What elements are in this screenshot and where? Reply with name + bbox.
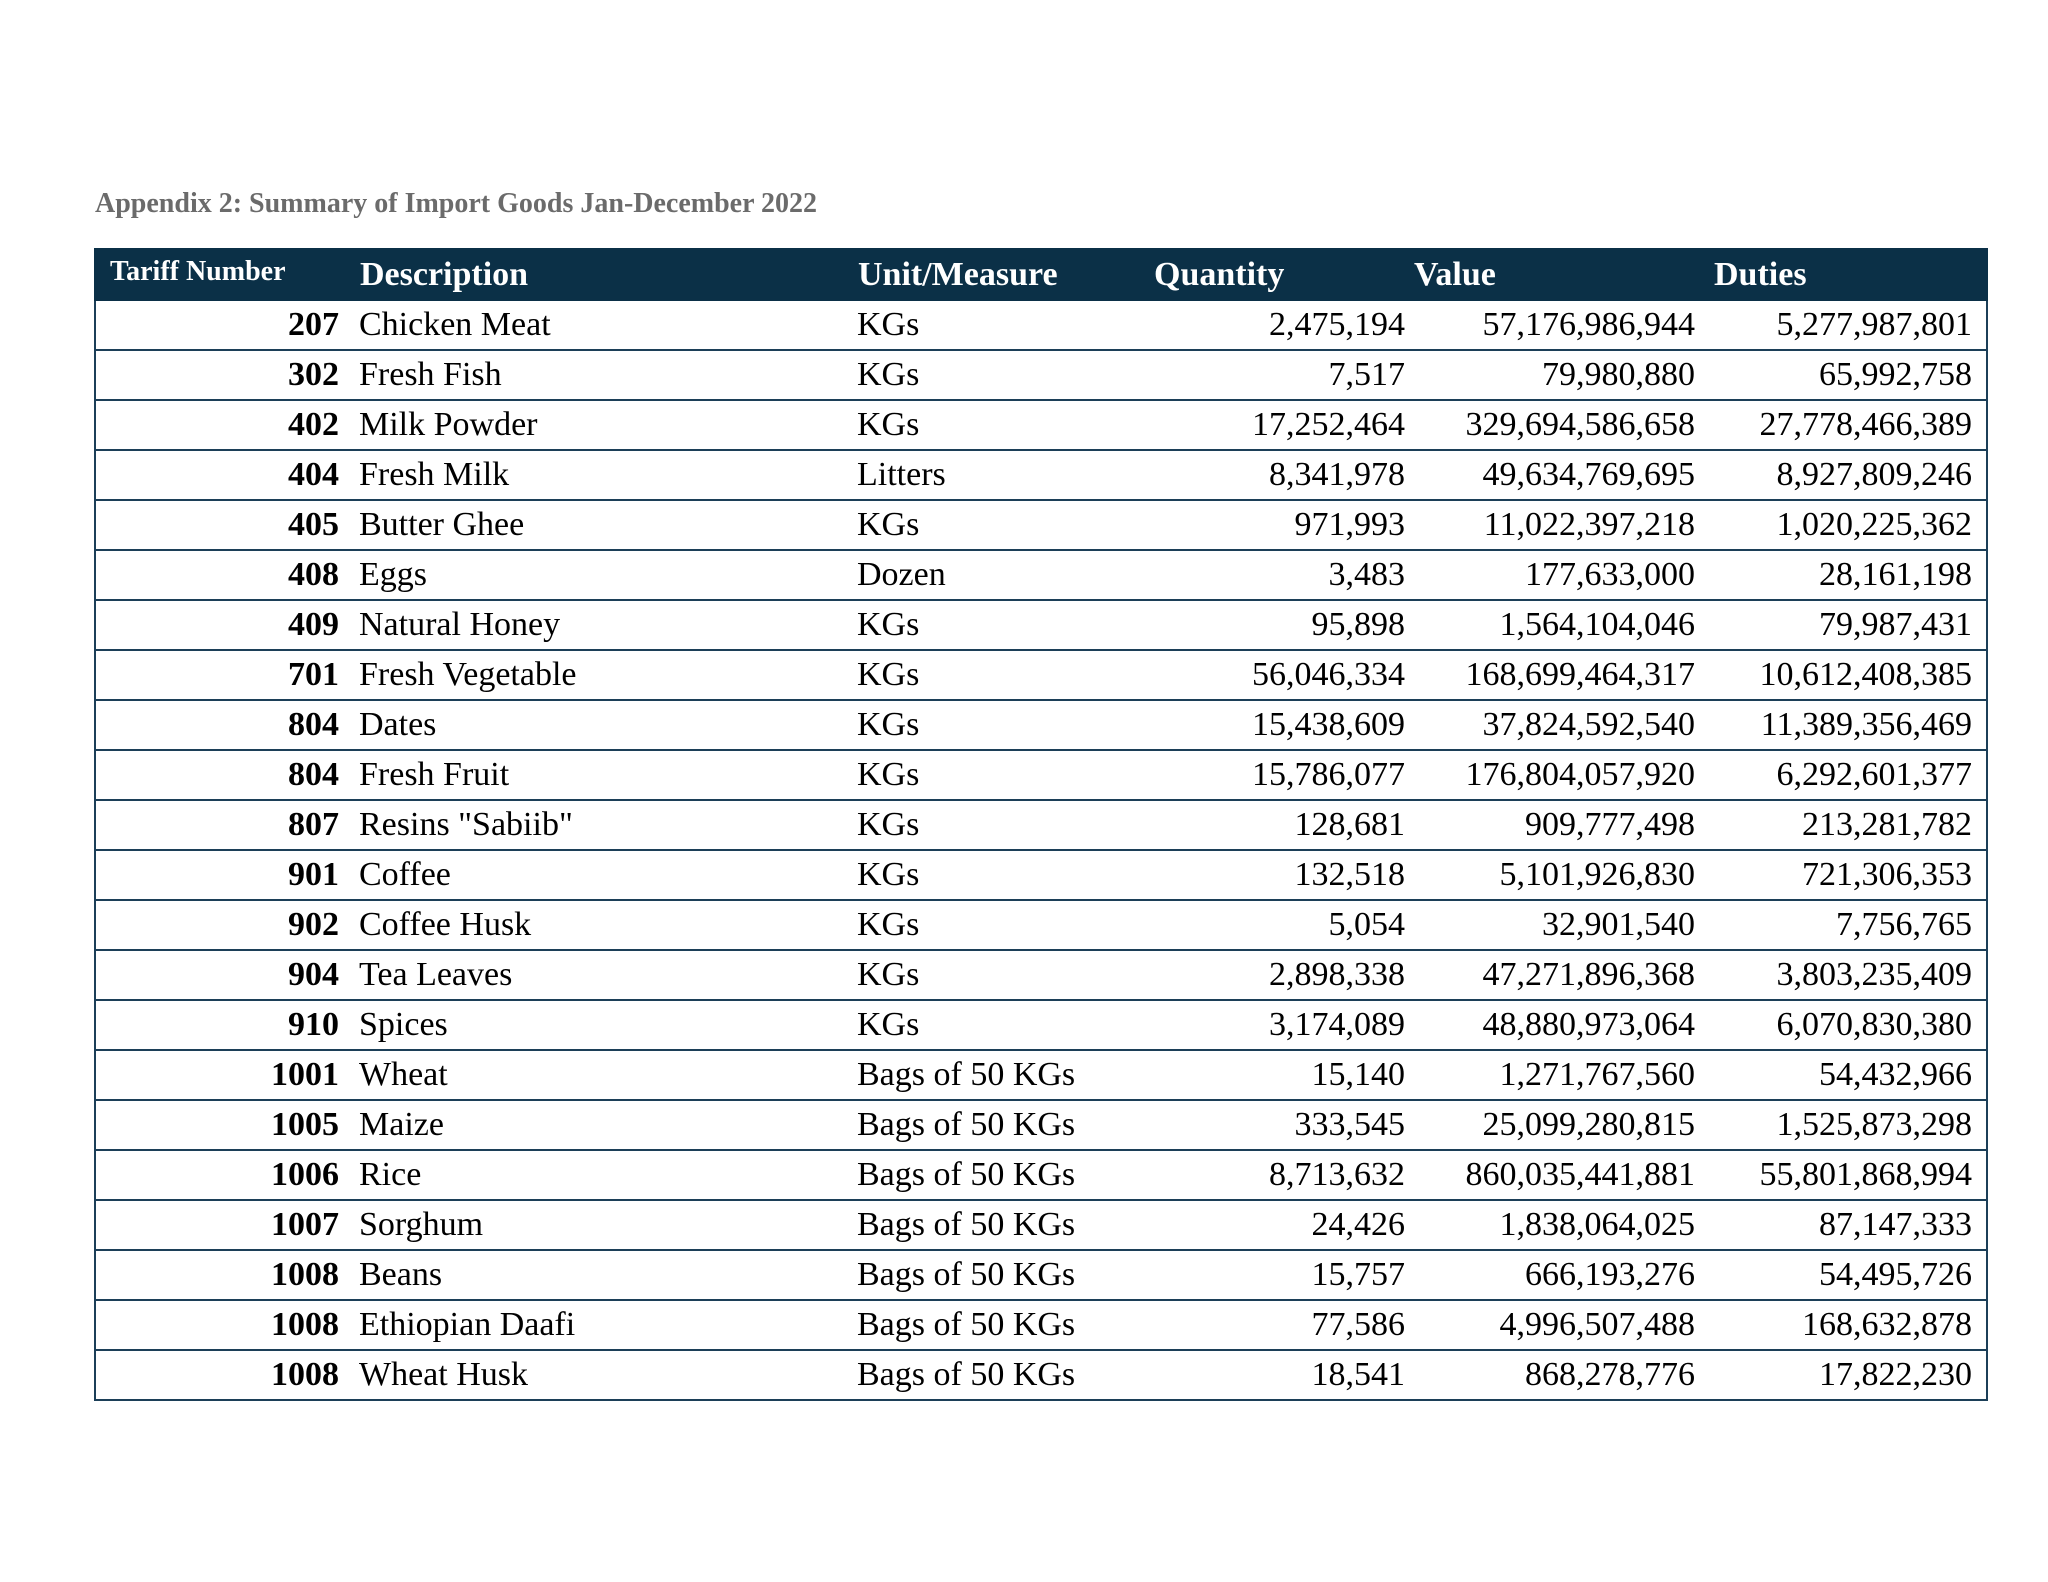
quantity-cell: 56,046,334 bbox=[1143, 650, 1405, 700]
value-cell: 79,980,880 bbox=[1405, 350, 1695, 400]
tariff-number-cell: 901 bbox=[95, 850, 349, 900]
quantity-cell: 8,713,632 bbox=[1143, 1150, 1405, 1200]
description-cell: Coffee Husk bbox=[349, 900, 847, 950]
table-body bbox=[95, 300, 1987, 1400]
unit-measure-cell: Bags of 50 KGs bbox=[847, 1350, 1143, 1400]
quantity-cell: 7,517 bbox=[1143, 350, 1405, 400]
quantity-cell: 95,898 bbox=[1143, 600, 1405, 650]
table-header bbox=[95, 249, 1987, 300]
header-tariff-number: Tariff Number bbox=[95, 249, 349, 300]
description-cell: Fresh Milk bbox=[349, 450, 847, 500]
tariff-number-cell: 804 bbox=[95, 700, 349, 750]
description-cell: Wheat bbox=[349, 1050, 847, 1100]
value-cell: 49,634,769,695 bbox=[1405, 450, 1695, 500]
value-cell: 32,901,540 bbox=[1405, 900, 1695, 950]
table-row bbox=[95, 400, 1987, 450]
tariff-number-cell: 807 bbox=[95, 800, 349, 850]
unit-measure-cell: KGs bbox=[847, 1000, 1143, 1050]
duties-cell: 1,020,225,362 bbox=[1695, 500, 1987, 550]
value-cell: 1,564,104,046 bbox=[1405, 600, 1695, 650]
header-description: Description bbox=[349, 249, 847, 300]
tariff-number-cell: 1008 bbox=[95, 1350, 349, 1400]
description-cell: Maize bbox=[349, 1100, 847, 1150]
unit-measure-cell: KGs bbox=[847, 650, 1143, 700]
description-cell: Beans bbox=[349, 1250, 847, 1300]
unit-measure-cell: Dozen bbox=[847, 550, 1143, 600]
description-cell: Chicken Meat bbox=[349, 300, 847, 350]
description-cell: Coffee bbox=[349, 850, 847, 900]
quantity-cell: 8,341,978 bbox=[1143, 450, 1405, 500]
header-row bbox=[95, 249, 1987, 300]
quantity-cell: 333,545 bbox=[1143, 1100, 1405, 1150]
appendix-caption: Appendix 2: Summary of Import Goods Jan-December 2022 bbox=[95, 188, 818, 219]
table-row bbox=[95, 950, 1987, 1000]
table-row bbox=[95, 700, 1987, 750]
duties-cell: 6,070,830,380 bbox=[1695, 1000, 1987, 1050]
quantity-cell: 3,483 bbox=[1143, 550, 1405, 600]
quantity-cell: 128,681 bbox=[1143, 800, 1405, 850]
header-unit-measure: Unit/Measure bbox=[847, 249, 1143, 300]
value-cell: 176,804,057,920 bbox=[1405, 750, 1695, 800]
table-row bbox=[95, 750, 1987, 800]
duties-cell: 55,801,868,994 bbox=[1695, 1150, 1987, 1200]
quantity-cell: 24,426 bbox=[1143, 1200, 1405, 1250]
value-cell: 1,838,064,025 bbox=[1405, 1200, 1695, 1250]
duties-cell: 168,632,878 bbox=[1695, 1300, 1987, 1350]
quantity-cell: 971,993 bbox=[1143, 500, 1405, 550]
quantity-cell: 5,054 bbox=[1143, 900, 1405, 950]
description-cell: Rice bbox=[349, 1150, 847, 1200]
duties-cell: 11,389,356,469 bbox=[1695, 700, 1987, 750]
duties-cell: 6,292,601,377 bbox=[1695, 750, 1987, 800]
unit-measure-cell: Bags of 50 KGs bbox=[847, 1150, 1143, 1200]
value-cell: 1,271,767,560 bbox=[1405, 1050, 1695, 1100]
value-cell: 37,824,592,540 bbox=[1405, 700, 1695, 750]
unit-measure-cell: Bags of 50 KGs bbox=[847, 1250, 1143, 1300]
value-cell: 909,777,498 bbox=[1405, 800, 1695, 850]
tariff-number-cell: 302 bbox=[95, 350, 349, 400]
description-cell: Ethiopian Daafi bbox=[349, 1300, 847, 1350]
duties-cell: 5,277,987,801 bbox=[1695, 300, 1987, 350]
tariff-number-cell: 902 bbox=[95, 900, 349, 950]
description-cell: Eggs bbox=[349, 550, 847, 600]
quantity-cell: 3,174,089 bbox=[1143, 1000, 1405, 1050]
description-cell: Butter Ghee bbox=[349, 500, 847, 550]
value-cell: 868,278,776 bbox=[1405, 1350, 1695, 1400]
quantity-cell: 77,586 bbox=[1143, 1300, 1405, 1350]
description-cell: Spices bbox=[349, 1000, 847, 1050]
unit-measure-cell: KGs bbox=[847, 500, 1143, 550]
tariff-number-cell: 402 bbox=[95, 400, 349, 450]
tariff-number-cell: 1006 bbox=[95, 1150, 349, 1200]
quantity-cell: 15,438,609 bbox=[1143, 700, 1405, 750]
description-cell: Wheat Husk bbox=[349, 1350, 847, 1400]
table-row bbox=[95, 1300, 1987, 1350]
duties-cell: 3,803,235,409 bbox=[1695, 950, 1987, 1000]
table-row bbox=[95, 500, 1987, 550]
table-row bbox=[95, 1200, 1987, 1250]
tariff-number-cell: 1008 bbox=[95, 1300, 349, 1350]
quantity-cell: 15,757 bbox=[1143, 1250, 1405, 1300]
description-cell: Fresh Fish bbox=[349, 350, 847, 400]
table-row bbox=[95, 1350, 1987, 1400]
tariff-number-cell: 409 bbox=[95, 600, 349, 650]
description-cell: Natural Honey bbox=[349, 600, 847, 650]
value-cell: 47,271,896,368 bbox=[1405, 950, 1695, 1000]
header-duties: Duties bbox=[1695, 249, 1987, 300]
duties-cell: 1,525,873,298 bbox=[1695, 1100, 1987, 1150]
unit-measure-cell: KGs bbox=[847, 900, 1143, 950]
tariff-number-cell: 207 bbox=[95, 300, 349, 350]
duties-cell: 65,992,758 bbox=[1695, 350, 1987, 400]
duties-cell: 79,987,431 bbox=[1695, 600, 1987, 650]
duties-cell: 17,822,230 bbox=[1695, 1350, 1987, 1400]
duties-cell: 27,778,466,389 bbox=[1695, 400, 1987, 450]
table-row bbox=[95, 650, 1987, 700]
table-row bbox=[95, 600, 1987, 650]
header-value: Value bbox=[1405, 249, 1695, 300]
unit-measure-cell: KGs bbox=[847, 950, 1143, 1000]
duties-cell: 54,432,966 bbox=[1695, 1050, 1987, 1100]
table-row bbox=[95, 350, 1987, 400]
quantity-cell: 2,475,194 bbox=[1143, 300, 1405, 350]
table-row bbox=[95, 1150, 1987, 1200]
table-row bbox=[95, 1250, 1987, 1300]
tariff-number-cell: 1001 bbox=[95, 1050, 349, 1100]
quantity-cell: 18,541 bbox=[1143, 1350, 1405, 1400]
description-cell: Tea Leaves bbox=[349, 950, 847, 1000]
tariff-number-cell: 701 bbox=[95, 650, 349, 700]
duties-cell: 213,281,782 bbox=[1695, 800, 1987, 850]
value-cell: 860,035,441,881 bbox=[1405, 1150, 1695, 1200]
unit-measure-cell: Bags of 50 KGs bbox=[847, 1200, 1143, 1250]
value-cell: 11,022,397,218 bbox=[1405, 500, 1695, 550]
table-row bbox=[95, 1000, 1987, 1050]
table-row bbox=[95, 550, 1987, 600]
header-quantity: Quantity bbox=[1143, 249, 1405, 300]
description-cell: Sorghum bbox=[349, 1200, 847, 1250]
table-row bbox=[95, 300, 1987, 350]
value-cell: 168,699,464,317 bbox=[1405, 650, 1695, 700]
tariff-number-cell: 1005 bbox=[95, 1100, 349, 1150]
quantity-cell: 2,898,338 bbox=[1143, 950, 1405, 1000]
table-row bbox=[95, 800, 1987, 850]
quantity-cell: 15,786,077 bbox=[1143, 750, 1405, 800]
description-cell: Dates bbox=[349, 700, 847, 750]
tariff-number-cell: 910 bbox=[95, 1000, 349, 1050]
unit-measure-cell: Bags of 50 KGs bbox=[847, 1100, 1143, 1150]
description-cell: Fresh Fruit bbox=[349, 750, 847, 800]
value-cell: 48,880,973,064 bbox=[1405, 1000, 1695, 1050]
unit-measure-cell: KGs bbox=[847, 600, 1143, 650]
unit-measure-cell: Litters bbox=[847, 450, 1143, 500]
duties-cell: 7,756,765 bbox=[1695, 900, 1987, 950]
tariff-number-cell: 405 bbox=[95, 500, 349, 550]
tariff-number-cell: 804 bbox=[95, 750, 349, 800]
tariff-number-cell: 1007 bbox=[95, 1200, 349, 1250]
table-row bbox=[95, 450, 1987, 500]
unit-measure-cell: KGs bbox=[847, 750, 1143, 800]
quantity-cell: 15,140 bbox=[1143, 1050, 1405, 1100]
quantity-cell: 17,252,464 bbox=[1143, 400, 1405, 450]
duties-cell: 8,927,809,246 bbox=[1695, 450, 1987, 500]
quantity-cell: 132,518 bbox=[1143, 850, 1405, 900]
duties-cell: 87,147,333 bbox=[1695, 1200, 1987, 1250]
table-row bbox=[95, 1050, 1987, 1100]
value-cell: 177,633,000 bbox=[1405, 550, 1695, 600]
description-cell: Fresh Vegetable bbox=[349, 650, 847, 700]
unit-measure-cell: KGs bbox=[847, 350, 1143, 400]
description-cell: Milk Powder bbox=[349, 400, 847, 450]
tariff-number-cell: 1008 bbox=[95, 1250, 349, 1300]
tariff-number-cell: 904 bbox=[95, 950, 349, 1000]
unit-measure-cell: Bags of 50 KGs bbox=[847, 1050, 1143, 1100]
table-row bbox=[95, 1100, 1987, 1150]
tariff-number-cell: 408 bbox=[95, 550, 349, 600]
value-cell: 4,996,507,488 bbox=[1405, 1300, 1695, 1350]
unit-measure-cell: KGs bbox=[847, 400, 1143, 450]
unit-measure-cell: KGs bbox=[847, 700, 1143, 750]
duties-cell: 54,495,726 bbox=[1695, 1250, 1987, 1300]
value-cell: 57,176,986,944 bbox=[1405, 300, 1695, 350]
value-cell: 329,694,586,658 bbox=[1405, 400, 1695, 450]
unit-measure-cell: KGs bbox=[847, 300, 1143, 350]
duties-cell: 10,612,408,385 bbox=[1695, 650, 1987, 700]
duties-cell: 28,161,198 bbox=[1695, 550, 1987, 600]
value-cell: 25,099,280,815 bbox=[1405, 1100, 1695, 1150]
duties-cell: 721,306,353 bbox=[1695, 850, 1987, 900]
unit-measure-cell: KGs bbox=[847, 850, 1143, 900]
tariff-number-cell: 404 bbox=[95, 450, 349, 500]
value-cell: 5,101,926,830 bbox=[1405, 850, 1695, 900]
table-row bbox=[95, 900, 1987, 950]
unit-measure-cell: KGs bbox=[847, 800, 1143, 850]
description-cell: Resins "Sabiib" bbox=[349, 800, 847, 850]
import-goods-table bbox=[94, 248, 1988, 1401]
unit-measure-cell: Bags of 50 KGs bbox=[847, 1300, 1143, 1350]
value-cell: 666,193,276 bbox=[1405, 1250, 1695, 1300]
table-row bbox=[95, 850, 1987, 900]
